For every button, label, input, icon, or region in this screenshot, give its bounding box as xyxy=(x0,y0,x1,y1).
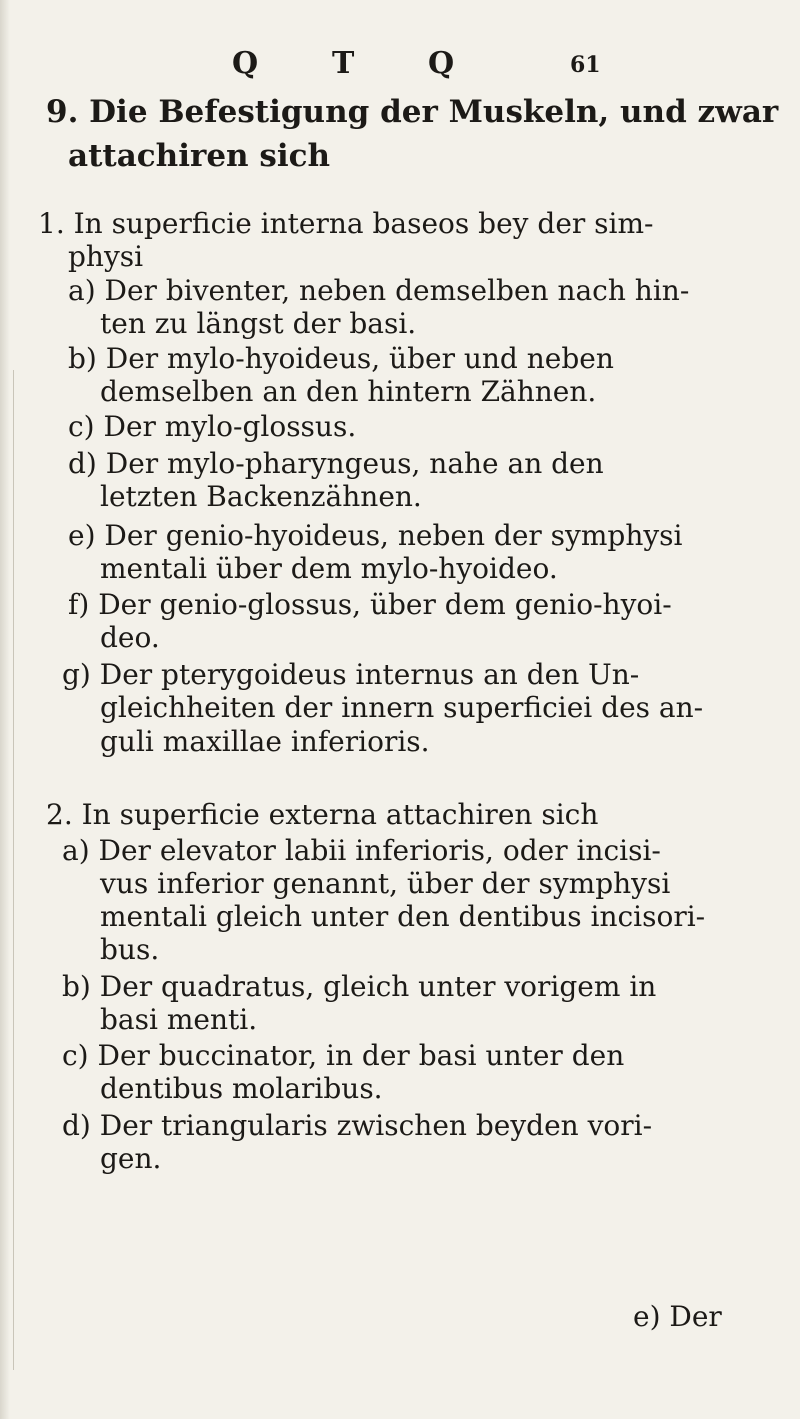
part1-item-f-line-2: deo. xyxy=(100,621,160,654)
signature-mark-3: Q xyxy=(428,46,455,81)
part1-item-b-line-1: b) Der mylo-hyoideus, über und neben xyxy=(68,342,614,375)
signature-mark-1: Q xyxy=(232,46,259,81)
part2-item-c-line-1: c) Der buccinator, in der basi unter den xyxy=(62,1039,625,1072)
part2-item-d-line-1: d) Der triangularis zwischen beyden vori- xyxy=(62,1109,653,1142)
part2-item-b-line-2: basi menti. xyxy=(100,1003,258,1036)
signature-mark-2: T xyxy=(332,46,355,81)
section-heading-line-1: 9. Die Befestigung der Muskeln, und zwar xyxy=(46,94,779,130)
margin-rule xyxy=(13,370,14,1370)
part2-item-a-line-1: a) Der elevator labii inferioris, oder incisi- xyxy=(62,834,661,867)
part2-item-a-line-4: bus. xyxy=(100,933,160,966)
part2-item-d-line-2: gen. xyxy=(100,1142,162,1175)
part1-item-g-line-2: gleichheiten der innern superficiei des an- xyxy=(100,691,704,724)
part1-intro-line-1: 1. In superficie interna baseos bey der sim- xyxy=(38,207,654,240)
section-heading-line-2: attachiren sich xyxy=(68,138,331,174)
page-header xyxy=(0,46,800,86)
part2-intro-line-1: 2. In superficie externa attachiren sich xyxy=(46,798,599,831)
part1-item-f-line-1: f) Der genio-glossus, über dem genio-hyoi- xyxy=(68,588,672,621)
part1-item-g-line-1: g) Der pterygoideus internus an den Un- xyxy=(62,658,640,691)
part2-item-a-line-2: vus inferior genannt, über der symphysi xyxy=(100,867,671,900)
part2-item-a-line-3: mentali gleich unter den dentibus incisori- xyxy=(100,900,706,933)
catchword: e) Der xyxy=(633,1300,722,1333)
page-number: 61 xyxy=(570,52,601,78)
part1-item-e-line-1: e) Der genio-hyoideus, neben der symphysi xyxy=(68,519,683,552)
part1-item-d-line-1: d) Der mylo-pharyngeus, nahe an den xyxy=(68,447,604,480)
part1-item-c-line-1: c) Der mylo-glossus. xyxy=(68,410,357,443)
part1-intro-line-2: physi xyxy=(68,240,144,273)
part2-item-c-line-2: dentibus molaribus. xyxy=(100,1072,383,1105)
part1-item-e-line-2: mentali über dem mylo-hyoideo. xyxy=(100,552,558,585)
part1-item-a-line-1: a) Der biventer, neben demselben nach hin- xyxy=(68,274,690,307)
part1-item-d-line-2: letzten Backenzähnen. xyxy=(100,480,422,513)
part1-item-b-line-2: demselben an den hintern Zähnen. xyxy=(100,375,597,408)
page-edge-shadow xyxy=(0,0,10,1419)
part1-item-a-line-2: ten zu längst der basi. xyxy=(100,307,417,340)
part1-item-g-line-3: guli maxillae inferioris. xyxy=(100,725,430,758)
part2-item-b-line-1: b) Der quadratus, gleich unter vorigem in xyxy=(62,970,657,1003)
